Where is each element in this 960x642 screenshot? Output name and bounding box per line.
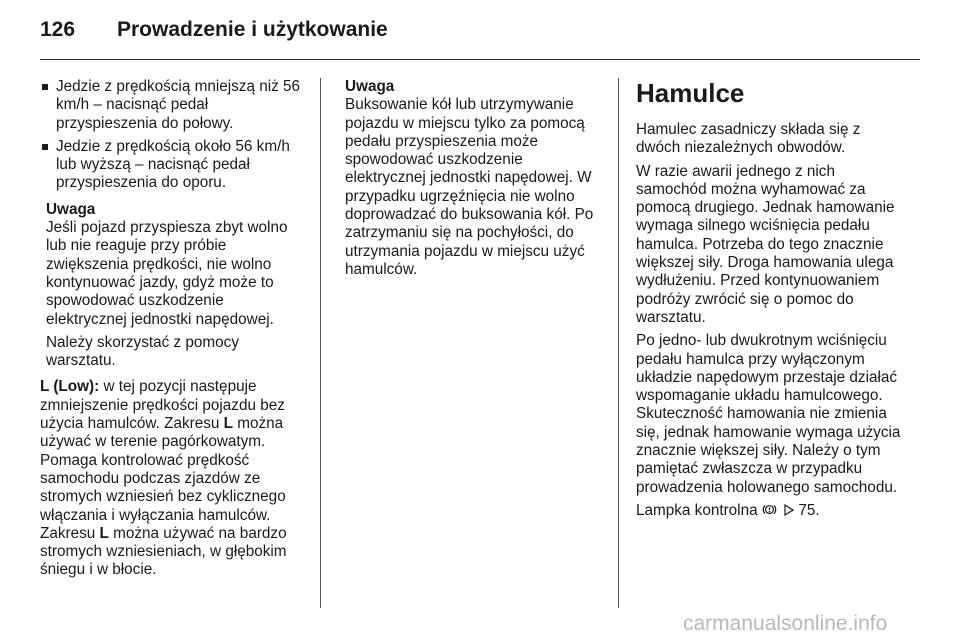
bullet-square-icon	[42, 84, 48, 90]
column-middle	[345, 78, 605, 284]
lamp-page-number: 75.	[798, 501, 820, 519]
note-text: Jeśli pojazd przyspiesza zbyt wolno lub nie reaguje przy próbie zwiększenia prędkości, nie wolno kontynuować jazdy, gdyż może to spowodować uszkodzenie elektrycznej jednostki napędowej.	[46, 219, 288, 328]
low-range-letter: L	[223, 415, 233, 433]
lamp-reference	[636, 502, 904, 520]
list-item	[40, 78, 308, 133]
brake-warning-icon	[762, 502, 777, 517]
lamp-label: Lampka kontrolna	[636, 501, 758, 519]
note-text: Buksowanie kół lub utrzymywanie pojazdu w miejscu tylko za pomocą pedału przyspieszenia może spowodować uszkodzenie elektrycznej jednostki napędowej. W przypadku ugrzęźnięcia nie wolno doprowadzać do buksowania kół. Po zatrzymaniu się na pochyłości, do utrzymania pojazdu w miejscu użyć hamulców.	[345, 96, 594, 278]
bullet-text: Jedzie z prędkością około 56 km/h lub wyższą – nacisnąć pedał przyspieszenia do oporu.	[56, 137, 290, 192]
paragraph: Po jedno- lub dwukrotnym wciśnięciu pedału hamulca przy wyłączonym układzie napędowym przestaje działać wspomaganie układu hamulcowego. Skuteczność hamowania nie zmienia się, jednak hamowanie wymaga użycia znacznie większej siły. Należy o tym pamiętać zwłaszcza w przypadku prowadzenia holowanego samochodu.	[636, 332, 901, 496]
low-text-a: w tej pozycji następuje zmniejszenie prędkości pojazdu bez użycia hamulców. Zakresu	[40, 378, 285, 433]
note-title: Uwaga	[46, 200, 96, 218]
list-item	[40, 138, 308, 193]
chapter-title: Prowadzenie i użytkowanie	[117, 18, 388, 41]
note-box	[40, 201, 308, 371]
paragraph: W razie awarii jednego z nich samochód można wyhamować za pomocą drugiego. Jednak hamowanie wymaga silnego wciśnięcia pedału hamulca. Potrzeba do tego znacznie większej siły. Droga hamowania ulega wydłużeniu. Przed kontynuowaniem podróży zwrócić się o pomoc do warsztatu.	[636, 162, 895, 326]
page-number: 126	[40, 18, 76, 41]
bullet-square-icon	[42, 144, 48, 150]
section-heading: Hamulce	[636, 78, 745, 108]
column-divider-1	[320, 78, 321, 608]
page-header	[40, 18, 920, 48]
paragraph: Hamulec zasadniczy składa się z dwóch niezależnych obwodów.	[636, 121, 861, 157]
column-divider-2	[618, 78, 619, 608]
low-text-c: można używać na bardzo stromych wzniesieniach, w głębokim śniegu i w błocie.	[40, 524, 287, 579]
watermark: carmanualsonline.info	[683, 612, 888, 635]
note-text-2: Należy skorzystać z pomocy warsztatu.	[46, 333, 239, 370]
low-range-letter: L	[99, 524, 109, 542]
low-range-label: L (Low):	[40, 378, 100, 396]
header-rule	[40, 59, 920, 60]
note-title: Uwaga	[345, 78, 395, 95]
low-range-paragraph	[40, 378, 308, 579]
low-text-b: można używać w terenie pagórkowatym. Pomaga kontrolować prędkość samochodu podczas zjazdów ze stromych wzniesień bez cyklicznego włączania i wyłączania hamulców. Zakresu	[40, 415, 286, 542]
page-reference-icon	[784, 504, 794, 516]
column-right	[636, 78, 904, 525]
bullet-text: Jedzie z prędkością mniejszą niż 56 km/h – nacisnąć pedał przyspieszenia do połowy.	[56, 78, 301, 132]
column-left	[40, 78, 308, 585]
